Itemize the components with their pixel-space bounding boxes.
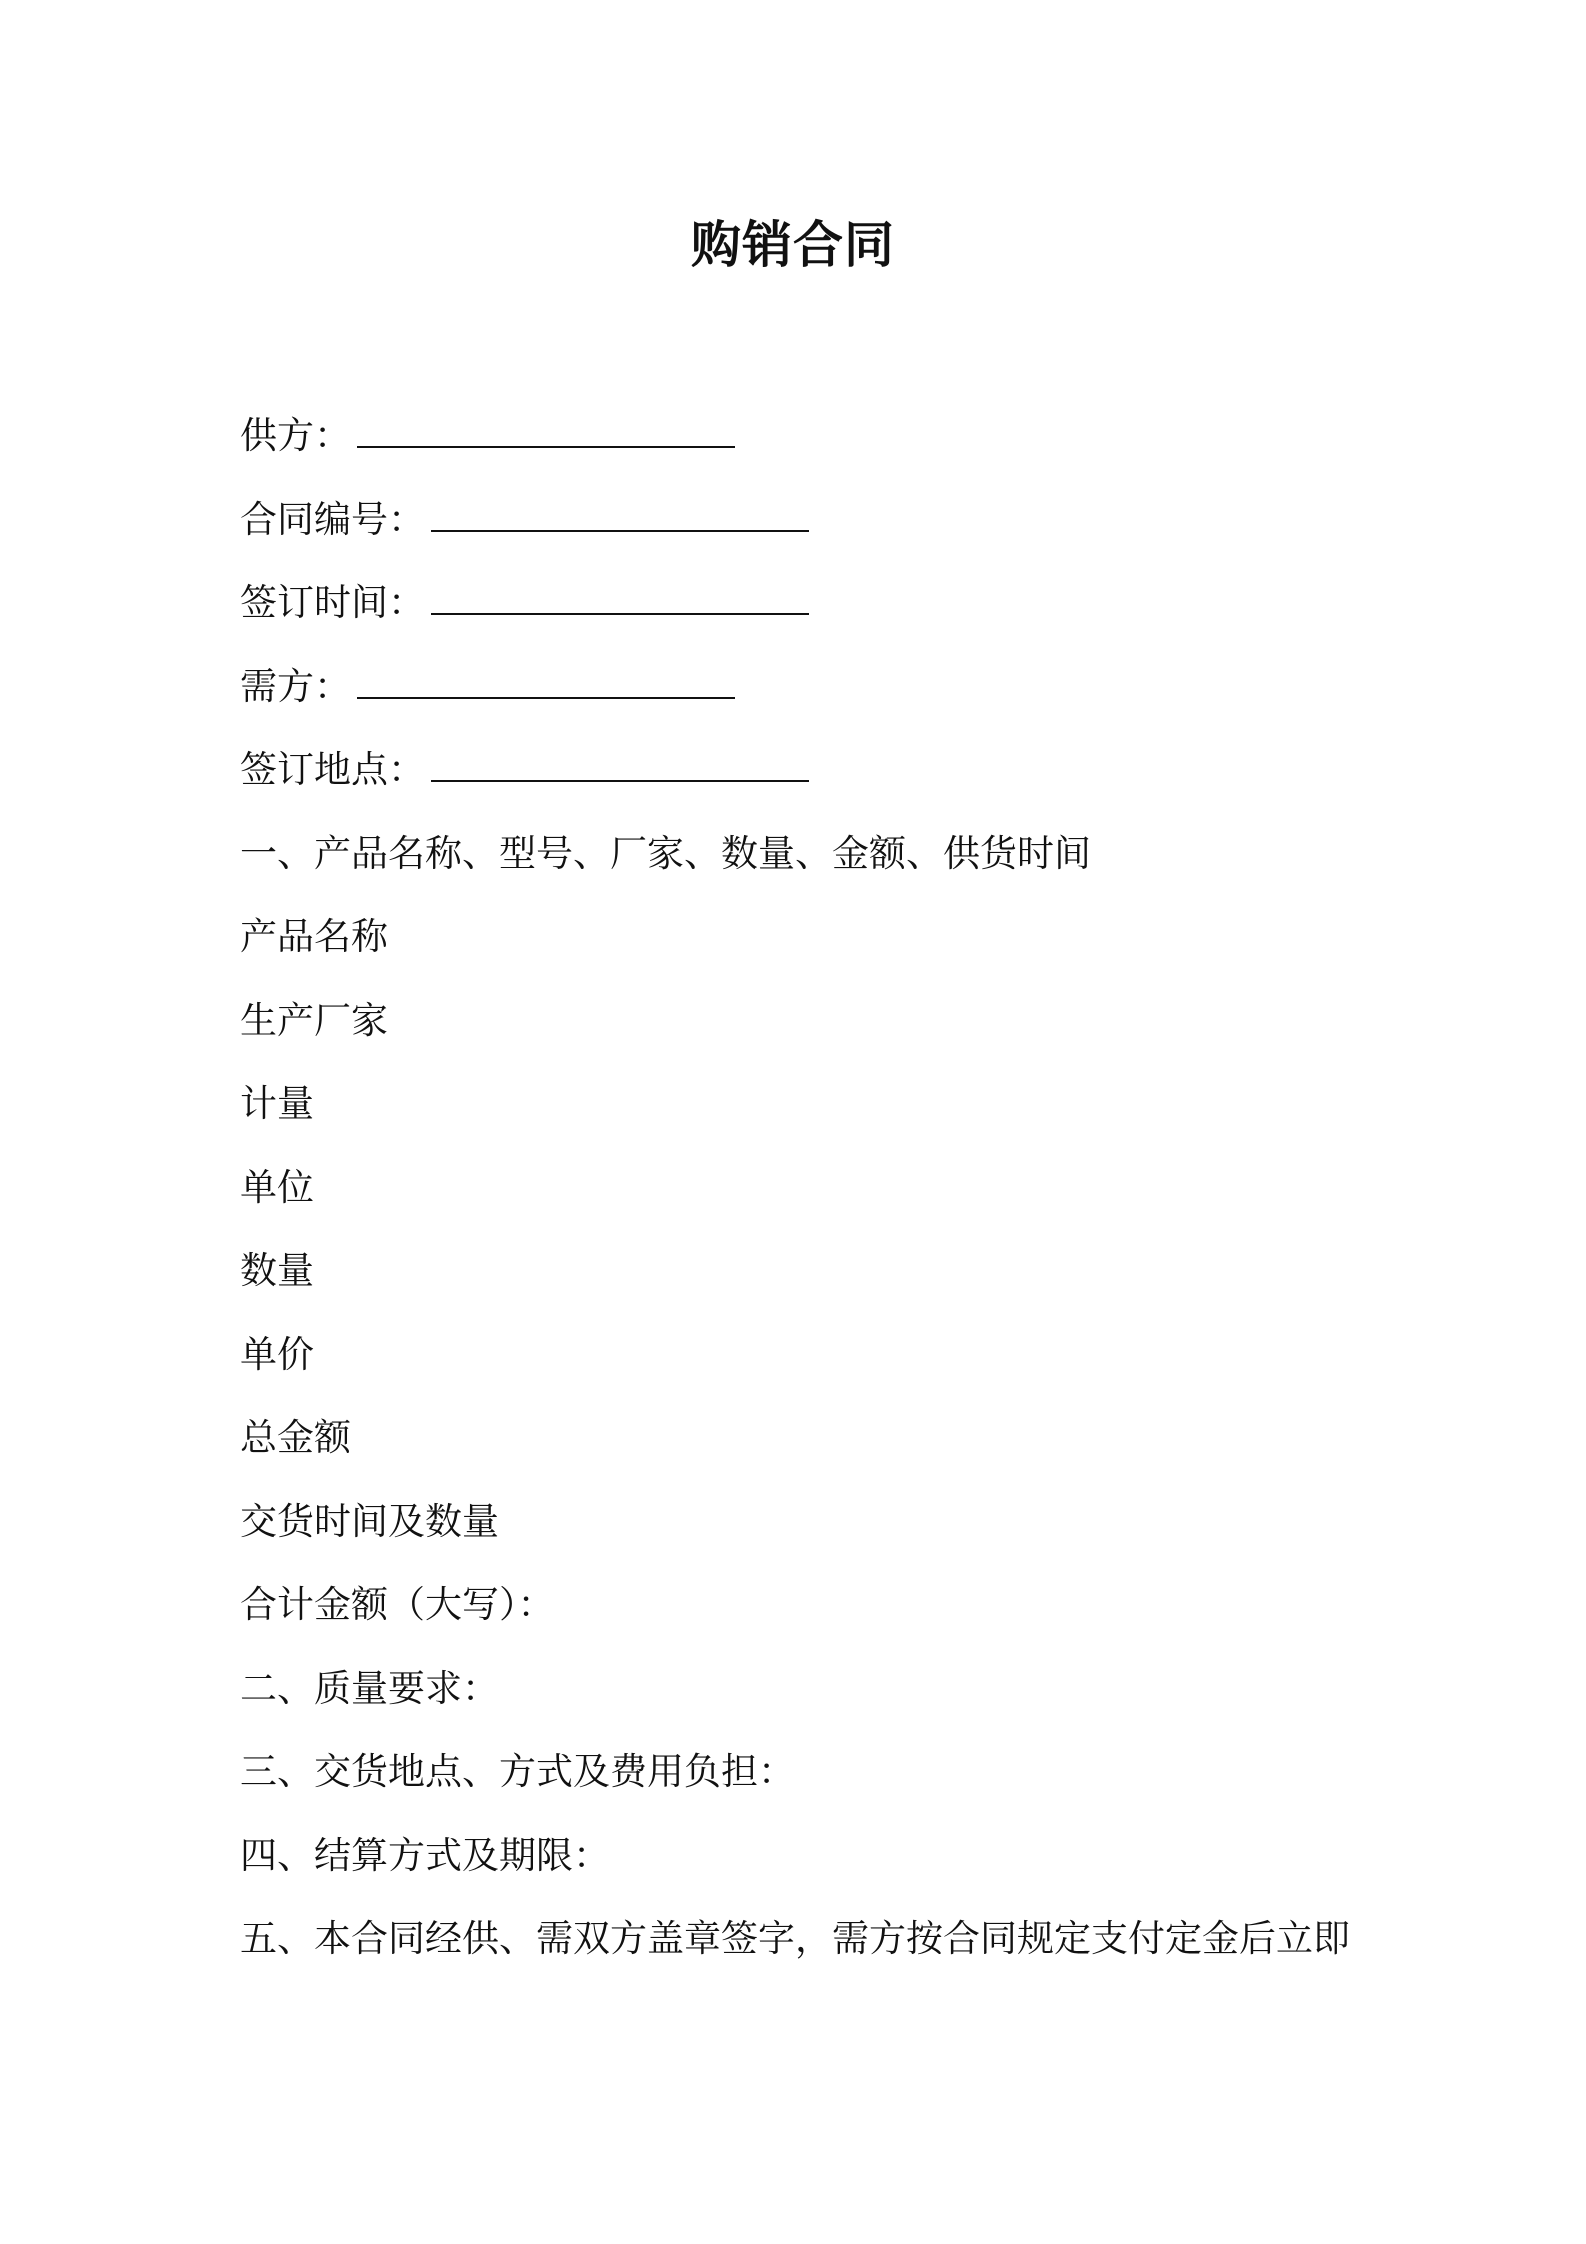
text-line: 单价 [240, 1332, 314, 1376]
text-line: 数量 [240, 1249, 314, 1292]
section-heading-quality: 二、质量要求： [240, 1666, 499, 1710]
field-signing-location [240, 742, 1400, 826]
field-label: 签订时间： [240, 581, 425, 624]
section-heading-product: 一、产品名称、型号、厂家、数量、金额、供货时间 [240, 831, 1091, 875]
fill-blank-line [357, 697, 735, 699]
section-heading-effect: 五、本合同经供、需双方盖章签字，需方按合同规定支付定金后立即 [240, 1917, 1350, 1960]
fill-blank-line [431, 530, 809, 532]
field-supplier [240, 408, 1400, 492]
field-contract-number [240, 492, 1400, 576]
text-line: 总金额 [240, 1416, 351, 1459]
field-label: 合同编号： [240, 497, 425, 541]
fill-blank-line [431, 613, 809, 615]
field-label: 签订地点： [240, 748, 425, 791]
text-line: 计量 [240, 1082, 314, 1125]
field-buyer [240, 659, 1400, 743]
text-line: 生产厂家 [240, 998, 388, 1042]
fill-blank-line [431, 780, 809, 782]
text-line: 交货时间及数量 [240, 1499, 499, 1543]
section-heading-delivery: 三、交货地点、方式及费用负担： [240, 1750, 795, 1793]
section-heading-settlement: 四、结算方式及期限： [240, 1833, 610, 1877]
text-line: 单位 [240, 1165, 314, 1209]
fill-blank-line [357, 446, 735, 448]
document-title: 购销合同 [691, 216, 895, 274]
field-label: 供方： [240, 414, 351, 457]
text-line: 合计金额（大写）： [240, 1583, 555, 1626]
document-body [240, 408, 1400, 1995]
field-signing-time [240, 575, 1400, 659]
field-label: 需方： [240, 664, 351, 708]
text-line: 产品名称 [240, 915, 388, 958]
